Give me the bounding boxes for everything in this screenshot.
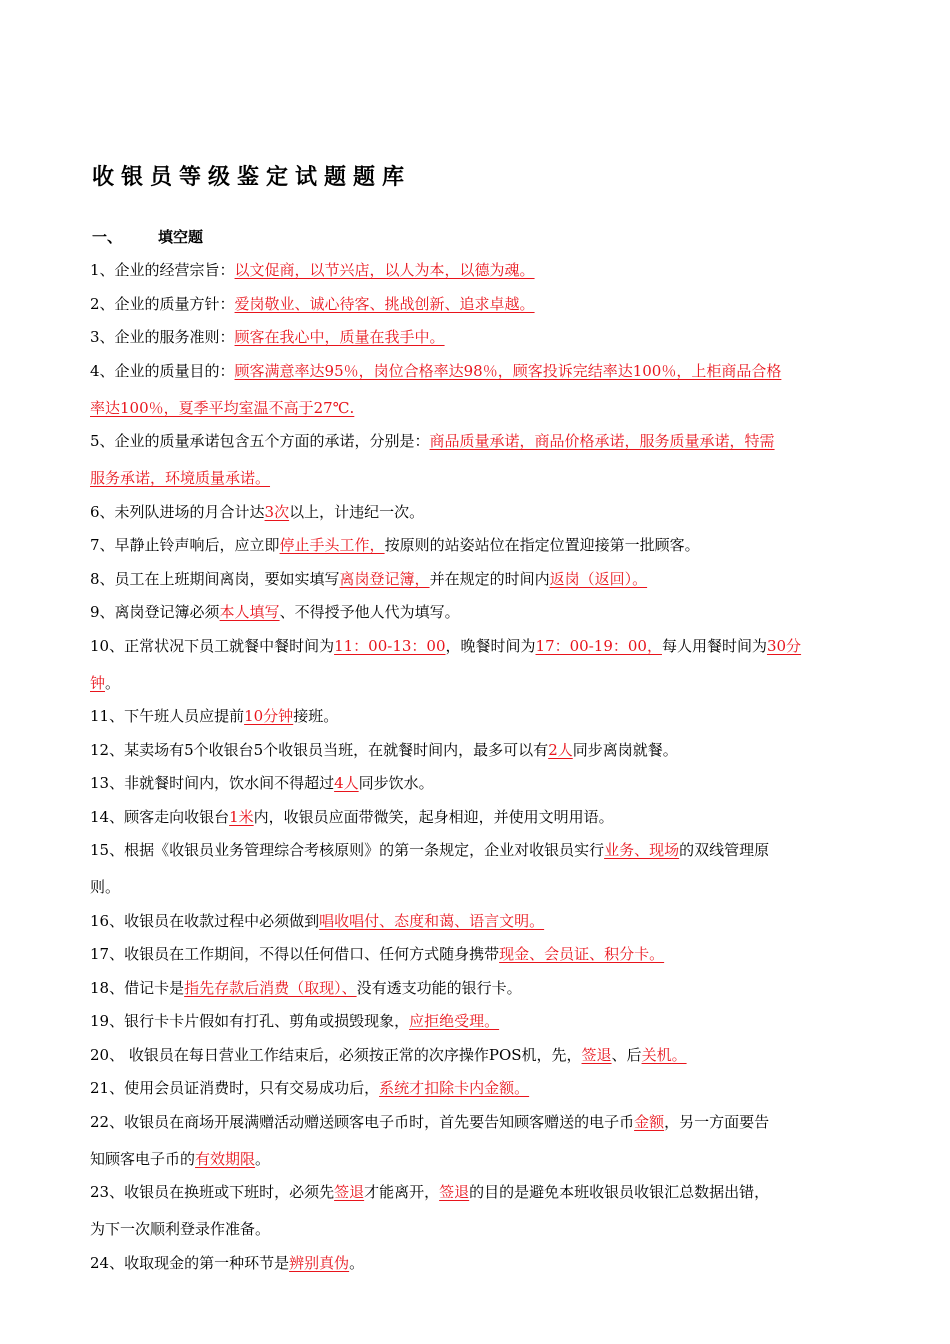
answer-text: 应拒绝受理。 [409,1012,500,1030]
question-text: 的双线管理原 [679,841,770,859]
question-text: 没有透支功能的银行卡。 [356,978,522,997]
answer-text: 签退 [334,1183,365,1201]
question-text: 。 [105,673,121,692]
question-text: 同步饮水。 [358,774,434,792]
question-line [90,390,860,426]
question-text: 。 [255,1149,271,1168]
answer-text: 钟 [90,673,106,692]
question-line [90,561,860,597]
answer-text: 离岗登记簿， [339,569,430,588]
question-line [90,286,860,322]
question-text: 才能离开， [364,1183,440,1201]
question-text: 14、顾客走向收银台 [90,807,230,826]
section-number: 一、 [92,228,123,246]
question-text: 2、企业的质量方针： [90,294,235,313]
question-text: 15、根据《收银员业务管理综合考核原则》的第一条规定，企业对收银员实行 [90,841,605,859]
answer-text: 顾客在我心中，质量在我手中。 [234,328,445,346]
answer-text: 本人填写 [219,603,280,621]
question-text: 、后 [611,1045,642,1064]
question-text: 并在规定的时间内 [429,569,550,588]
question-text: 20、 收银员在每日营业工作结束后，必须按正常的次序操作POS机，先， [90,1045,582,1064]
answer-text: 服务承诺，环境质量承诺。 [90,469,271,487]
answer-text: 顾客满意率达95％，岗位合格率达98％，顾客投诉完结率达100％，上柜商品合格 [234,361,782,380]
question-text: 内，收银员应面带微笑，起身相迎，并使用文明用语。 [253,807,614,826]
question-line [90,832,860,868]
question-text: 8、员工在上班期间离岗，要如实填写 [90,569,340,588]
question-line [90,319,860,355]
question-text: 5、企业的质量承诺包含五个方面的承诺，分别是： [90,432,430,450]
question-text: 13、非就餐时间内，饮水间不得超过 [90,774,335,792]
question-text: ，晚餐时间为 [445,636,536,655]
question-text: 22、收银员在商场开展满赠活动赠送顾客电子币时，首先要告知顾客赠送的电子币 [90,1112,635,1131]
question-text: 11、下午班人员应提前 [90,707,245,725]
question-line [90,527,860,563]
answer-text: 商品质量承诺，商品价格承诺，服务质量承诺，特需 [429,432,775,450]
answer-text: 30分 [766,636,802,655]
question-text: 4、企业的质量目的： [90,361,235,380]
answer-text: 关机。 [641,1045,687,1064]
answer-text: 现金、会员证、积分卡。 [499,945,665,963]
answer-text: 业务、现场 [604,841,680,859]
question-line [90,1141,860,1177]
answer-text: 唱收唱付、态度和蔼、语言文明。 [319,911,545,930]
section-label: 填空题 [158,228,204,246]
question-line [90,252,860,288]
question-text: 21、使用会员证消费时，只有交易成功后， [90,1079,380,1097]
question-text: ，另一方面要告 [664,1112,770,1131]
answer-text: 以文促商，以节兴店，以人为本，以德为魂。 [234,261,535,279]
question-line [90,765,860,801]
answer-text: 签退 [581,1045,612,1064]
question-text: 以上，计违纪一次。 [289,502,425,521]
question-text: 则。 [90,878,121,896]
question-line [90,594,860,630]
answer-text: 2人 [548,740,573,759]
question-text: 知顾客电子币的 [90,1149,196,1168]
question-text: 同步离岗就餐。 [572,740,678,759]
answer-text: 4人 [334,774,359,792]
question-text: 12、某卖场有5个收银台5个收银员当班，在就餐时间内，最多可以有 [90,740,549,759]
answer-text: 1米 [229,807,254,826]
answer-text: 爱岗敬业、诚心待客、挑战创新、追求卓越。 [234,294,535,313]
answer-text: 有效期限 [195,1149,256,1168]
question-line [90,799,860,835]
question-text: 16、收银员在收款过程中必须做到 [90,911,320,930]
answer-text: 17：00-19：00， [535,636,662,655]
question-line [90,732,860,768]
question-text: 24、收取现金的第一种环节是 [90,1253,290,1272]
question-text: 18、借记卡是 [90,978,185,997]
question-text: 的目的是避免本班收银员收银汇总数据出错， [469,1183,770,1201]
question-text: 17、收银员在工作期间，不得以任何借口、任何方式随身携带 [90,945,500,963]
question-line [90,903,860,939]
question-text: 9、离岗登记簿必须 [90,603,220,621]
question-line [90,1003,860,1039]
question-line [90,1070,860,1106]
question-text: 10、正常状况下员工就餐中餐时间为 [90,636,335,655]
answer-text: 3次 [264,502,290,521]
question-line [90,936,860,972]
answer-text: 11：00-13：00 [334,636,446,655]
question-text: 按原则的站姿站位在指定位置迎接第一批顾客。 [384,536,700,554]
answer-text: 返岗（返回）。 [549,569,648,588]
answer-text: 辨别真伪 [289,1253,350,1272]
question-text: 19、银行卡卡片假如有打孔、剪角或损毁现象， [90,1012,410,1030]
question-line [90,970,860,1006]
question-text: 每人用餐时间为 [661,636,767,655]
answer-text: 指先存款后消费（取现）、 [184,978,357,997]
answer-text: 停止手头工作， [279,536,385,554]
question-text: 3、企业的服务准则： [90,328,235,346]
answer-text: 率达100％，夏季平均室温不高于27℃. [90,398,355,417]
question-line [90,1245,860,1281]
question-line [90,423,860,459]
question-text: 23、收银员在换班或下班时，必须先 [90,1183,335,1201]
answer-text: 签退 [439,1183,470,1201]
question-line [90,698,860,734]
question-line [90,1037,860,1073]
question-text: 为下一次顺利登录作准备。 [90,1220,271,1238]
question-line [90,353,860,389]
question-line [90,628,860,664]
question-text: 接班。 [293,707,339,725]
question-line [90,665,860,701]
question-text: 1、企业的经营宗旨： [90,261,235,279]
question-line [90,1174,860,1210]
question-line [90,1104,860,1140]
question-line [90,494,860,530]
section-heading [92,226,203,247]
question-line [90,1211,860,1247]
question-text: 。 [349,1253,365,1272]
answer-text: 10分钟 [244,707,294,725]
question-text: 7、早静止铃声响后，应立即 [90,536,280,554]
question-line [90,869,860,905]
question-text: 6、未列队进场的月合计达 [90,502,265,521]
question-text: 、不得授予他人代为填写。 [279,603,460,621]
question-line [90,460,860,496]
answer-text: 金额 [634,1112,665,1131]
answer-text: 系统才扣除卡内金额。 [379,1079,530,1097]
page-title: 收银员等级鉴定试题题库 [92,165,412,190]
